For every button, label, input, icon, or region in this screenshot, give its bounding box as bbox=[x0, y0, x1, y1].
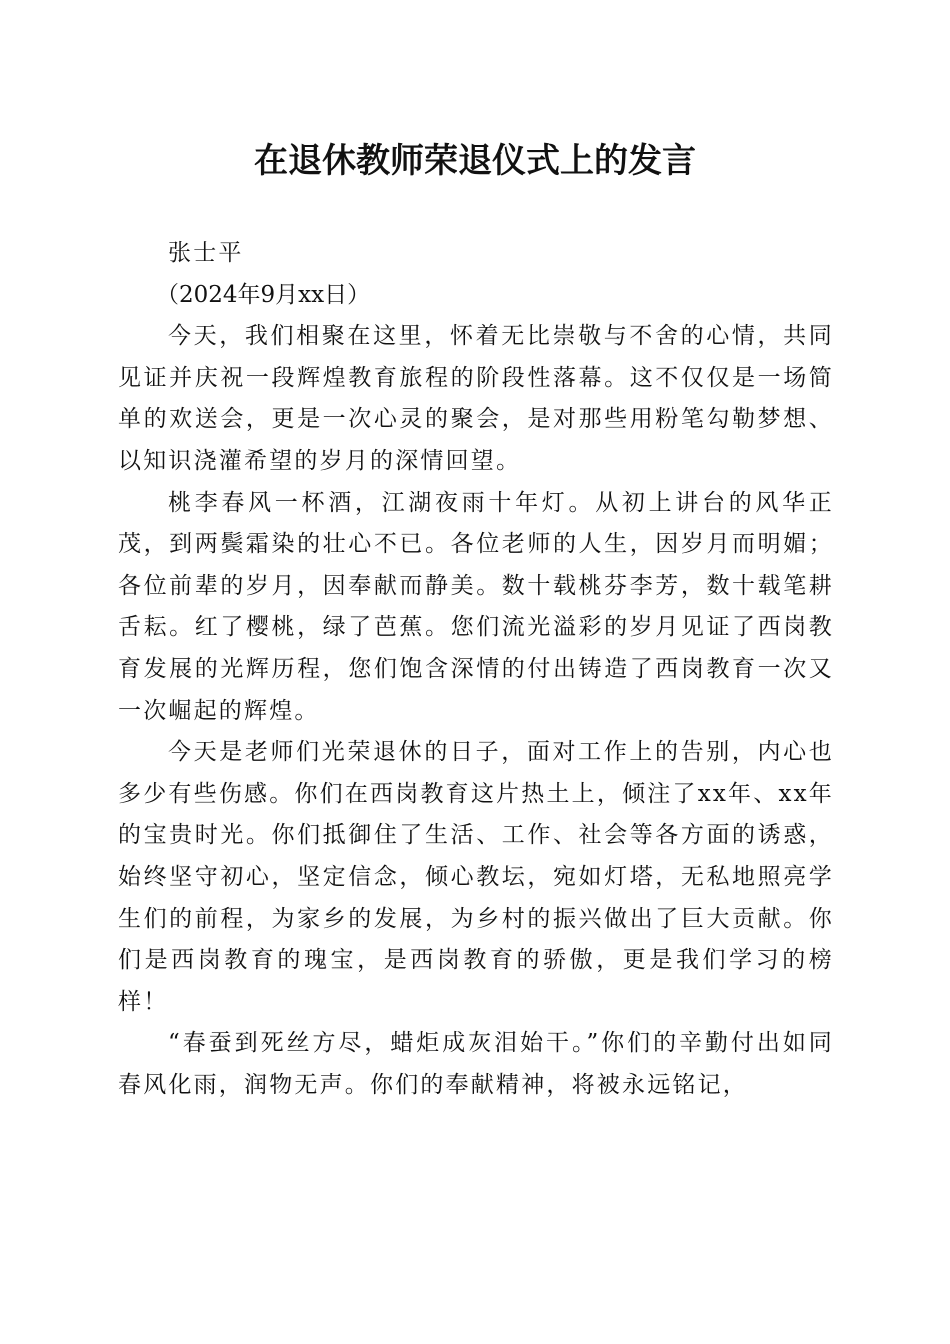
paragraph-4: “春蚕到死丝方尽，蜡炬成灰泪始干。”你们的辛勤付出如同春风化雨，润物无声。你们的奉献精神，将被永远铭记， bbox=[118, 1030, 834, 1098]
document-body bbox=[118, 233, 834, 1106]
document-title: 在退休教师荣退仪式上的发言 bbox=[254, 141, 696, 181]
date-line: （2024年9月xx日） bbox=[156, 281, 371, 308]
author-line: 张士平 bbox=[168, 240, 244, 266]
paragraph-1: 今天，我们相聚在这里，怀着无比崇敬与不舍的心情，共同见证并庆祝一段辉煌教育旅程的阶段性落幕。这不仅仅是一场简单的欢送会，更是一次心灵的聚会，是对那些用粉笔勾勒梦想、以知识浇灌希望的岁月的深情回望。 bbox=[118, 323, 834, 474]
paragraph-3: 今天是老师们光荣退休的日子，面对工作上的告别，内心也多少有些伤感。你们在西岗教育这片热土上，倾注了xx年、xx年的宝贵时光。你们抵御住了生活、工作、社会等各方面的诱惑，始终坚守初心，坚定信念，倾心教坛，宛如灯塔，无私地照亮学生们的前程，为家乡的发展，为乡村的振兴做出了巨大贡献。你们是西岗教育的瑰宝，是西岗教育的骄傲，更是我们学习的榜样！ bbox=[118, 739, 834, 1015]
paragraph-2: 桃李春风一杯酒，江湖夜雨十年灯。从初上讲台的风华正茂，到两鬓霜染的壮心不已。各位老师的人生，因岁月而明媚；各位前辈的岁月，因奉献而静美。数十载桃芬李芳，数十载笔耕舌耘。红了樱桃，绿了芭蕉。您们流光溢彩的岁月见证了西岗教育发展的光辉历程，您们饱含深情的付出铸造了西岗教育一次又一次崛起的辉煌。 bbox=[118, 489, 834, 724]
